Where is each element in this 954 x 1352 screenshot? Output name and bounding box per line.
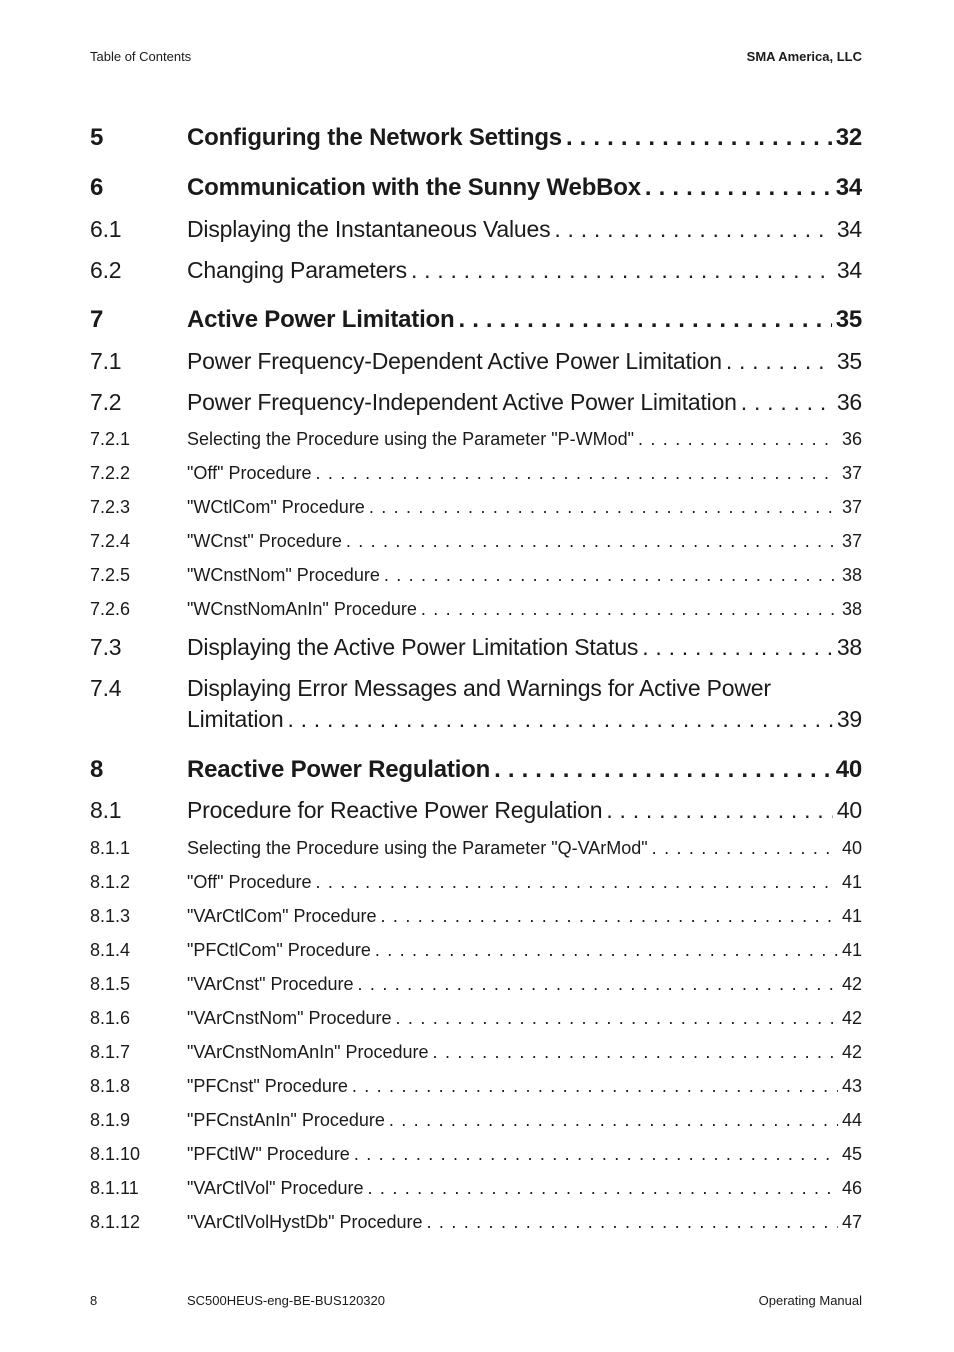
toc-title-continuation: Limitation xyxy=(187,706,284,732)
toc-page: 45 xyxy=(841,1144,862,1164)
toc-title: "Off" Procedure xyxy=(187,463,312,483)
toc-entry[interactable] xyxy=(90,216,862,243)
toc-title: "VArCtlVol" Procedure xyxy=(187,1178,364,1198)
toc-entry[interactable] xyxy=(90,940,862,961)
toc-page: 43 xyxy=(841,1076,862,1096)
toc-title: "WCnst" Procedure xyxy=(187,531,342,551)
toc-entry[interactable] xyxy=(90,1178,862,1199)
toc-title: Procedure for Reactive Power Regulation xyxy=(187,797,603,823)
toc-page: 38 xyxy=(836,634,862,660)
toc-title: "PFCnst" Procedure xyxy=(187,1076,348,1096)
toc-entry[interactable] xyxy=(90,599,862,620)
toc-title: "VArCnstNom" Procedure xyxy=(187,1008,392,1028)
toc-number: 7.2.6 xyxy=(90,599,131,619)
toc-title: Displaying the Instantaneous Values xyxy=(187,216,551,242)
toc-number: 8.1.8 xyxy=(90,1076,131,1096)
footer-page-number: 8 xyxy=(90,1293,98,1308)
toc-entry[interactable] xyxy=(90,1212,862,1233)
toc-number: 5 xyxy=(90,124,104,151)
toc-page: 40 xyxy=(836,797,862,823)
toc-page: 47 xyxy=(841,1212,862,1232)
toc-entry[interactable] xyxy=(90,257,862,284)
toc-number: 8.1.4 xyxy=(90,940,131,960)
toc-title: "WCtlCom" Procedure xyxy=(187,497,365,517)
toc-entry[interactable] xyxy=(90,974,862,995)
toc-title: Active Power Limitation xyxy=(187,306,455,333)
toc-entry[interactable] xyxy=(90,1008,862,1029)
header-company-name: SMA America, LLC xyxy=(746,49,862,64)
toc-page: 42 xyxy=(841,1008,862,1028)
toc-number: 8 xyxy=(90,756,104,783)
toc-number: 7.2.3 xyxy=(90,497,131,517)
toc-number: 8.1.9 xyxy=(90,1110,131,1130)
toc-title: "PFCnstAnIn" Procedure xyxy=(187,1110,385,1130)
toc-number: 8.1 xyxy=(90,797,122,823)
toc-entry[interactable] xyxy=(90,531,862,552)
toc-title: Selecting the Procedure using the Parameter "Q-VArMod" xyxy=(187,838,648,858)
toc-number: 8.1.3 xyxy=(90,906,131,926)
toc-title: Reactive Power Regulation xyxy=(187,756,491,783)
toc-entry[interactable] xyxy=(90,1042,862,1063)
toc-title: Displaying the Active Power Limitation Status xyxy=(187,634,639,660)
toc-number: 7.2 xyxy=(90,389,122,415)
toc-page: 40 xyxy=(835,756,862,783)
toc-number: 7.2.1 xyxy=(90,429,131,449)
toc-entry[interactable] xyxy=(90,1110,862,1131)
footer-document-type: Operating Manual xyxy=(758,1293,862,1308)
toc-title: "PFCtlCom" Procedure xyxy=(187,940,371,960)
header-section-title: Table of Contents xyxy=(90,49,192,64)
toc-number: 8.1.1 xyxy=(90,838,131,858)
toc-page: 34 xyxy=(836,216,862,242)
toc-number: 7.1 xyxy=(90,348,122,374)
toc-number: 7.4 xyxy=(90,675,122,701)
toc-page: 44 xyxy=(841,1110,862,1130)
toc-title: Configuring the Network Settings xyxy=(187,124,562,151)
toc-page: 34 xyxy=(836,257,862,283)
toc-entry[interactable] xyxy=(90,906,862,927)
toc-entry[interactable] xyxy=(90,429,862,450)
toc-number: 7.2.5 xyxy=(90,565,131,585)
toc-entry[interactable] xyxy=(90,872,862,893)
toc-page: 42 xyxy=(841,974,862,994)
toc-title: "VArCtlVolHystDb" Procedure xyxy=(187,1212,423,1232)
toc-page: 46 xyxy=(841,1178,862,1198)
toc-page: 41 xyxy=(841,940,862,960)
toc-entry[interactable] xyxy=(90,797,862,824)
toc-entry[interactable] xyxy=(90,756,862,784)
toc-title: "Off" Procedure xyxy=(187,872,312,892)
toc-page: 35 xyxy=(835,306,862,333)
toc-entry[interactable] xyxy=(90,675,862,733)
toc-title: "VArCnst" Procedure xyxy=(187,974,354,994)
toc-title: Power Frequency-Independent Active Power Limitation xyxy=(187,389,737,415)
toc-page: 38 xyxy=(841,599,862,619)
toc-number: 8.1.10 xyxy=(90,1144,141,1164)
toc-entry[interactable] xyxy=(90,463,862,484)
toc-entry[interactable] xyxy=(90,124,862,152)
toc-page: 41 xyxy=(841,906,862,926)
toc-page: 38 xyxy=(841,565,862,585)
toc-title: "WCnstNomAnIn" Procedure xyxy=(187,599,417,619)
toc-page: 37 xyxy=(841,531,862,551)
toc-entry[interactable] xyxy=(90,634,862,661)
toc-page: 37 xyxy=(841,497,862,517)
toc-entry[interactable] xyxy=(90,1144,862,1165)
toc-page: 35 xyxy=(836,348,862,374)
toc-number: 8.1.11 xyxy=(90,1178,139,1198)
toc-page: 37 xyxy=(841,463,862,483)
toc-number: 6.1 xyxy=(90,216,122,242)
toc-entry[interactable] xyxy=(90,306,862,334)
toc-title: Power Frequency-Dependent Active Power Limitation xyxy=(187,348,722,374)
toc-entry[interactable] xyxy=(90,1076,862,1097)
toc-entry[interactable] xyxy=(90,497,862,518)
toc-entry[interactable] xyxy=(90,174,862,202)
toc-number: 7.3 xyxy=(90,634,122,660)
toc-number: 7 xyxy=(90,306,104,333)
toc-entry[interactable] xyxy=(90,838,862,859)
toc-page: 34 xyxy=(835,174,862,201)
toc-number: 8.1.2 xyxy=(90,872,131,892)
toc-number: 8.1.6 xyxy=(90,1008,131,1028)
toc-page: 42 xyxy=(841,1042,862,1062)
toc-number: 6 xyxy=(90,174,104,201)
toc-page: 39 xyxy=(836,706,862,732)
toc-number: 7.2.4 xyxy=(90,531,131,551)
toc-number: 6.2 xyxy=(90,257,122,283)
toc-page: 36 xyxy=(836,389,862,415)
toc-page: 41 xyxy=(841,872,862,892)
toc-title: "VArCtlCom" Procedure xyxy=(187,906,377,926)
toc-page: 40 xyxy=(841,838,862,858)
toc-entry[interactable] xyxy=(90,565,862,586)
toc-page: 32 xyxy=(835,124,862,151)
toc-number: 8.1.5 xyxy=(90,974,131,994)
toc-number: 8.1.12 xyxy=(90,1212,141,1232)
toc-number: 8.1.7 xyxy=(90,1042,131,1062)
toc-title: Displaying Error Messages and Warnings for Active Power xyxy=(187,675,771,701)
toc-title: Communication with the Sunny WebBox xyxy=(187,174,641,201)
toc-title: "PFCtlW" Procedure xyxy=(187,1144,350,1164)
toc-title: Changing Parameters xyxy=(187,257,407,283)
footer-document-code: SC500HEUS-eng-BE-BUS120320 xyxy=(187,1293,385,1308)
toc-entry[interactable] xyxy=(90,348,862,375)
toc-entry[interactable] xyxy=(90,389,862,416)
toc-title: "VArCnstNomAnIn" Procedure xyxy=(187,1042,429,1062)
toc-number: 7.2.2 xyxy=(90,463,131,483)
toc-title: Selecting the Procedure using the Parameter "P-WMod" xyxy=(187,429,634,449)
toc-title: "WCnstNom" Procedure xyxy=(187,565,380,585)
toc-page: 36 xyxy=(841,429,862,449)
